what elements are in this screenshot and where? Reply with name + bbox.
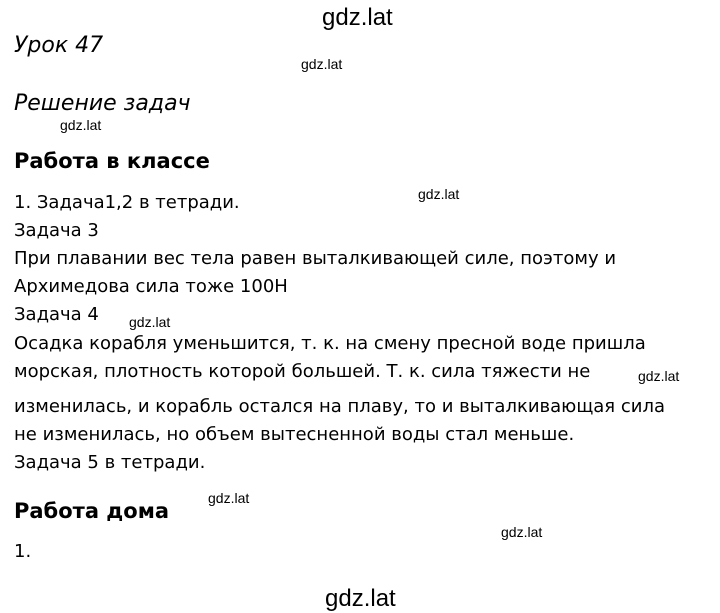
watermark-small: gdz.lat — [208, 490, 250, 506]
lesson-subtitle: Решение задач — [14, 91, 191, 116]
classwork-line: изменилась, и корабль остался на плаву, то и выталкивающая сила — [14, 396, 665, 417]
classwork-line: не изменилась, но объем вытесненной воды стал меньше. — [14, 424, 575, 445]
classwork-line: При плавании вес тела равен выталкивающей силе, поэтому и — [14, 248, 617, 269]
classwork-line: Осадка корабля уменьшится, т. к. на смену пресной воде пришла — [14, 333, 646, 354]
watermark-small: gdz.lat — [418, 186, 460, 202]
watermark-small: gdz.lat — [638, 368, 680, 384]
classwork-line: Архимедова сила тоже 100Н — [14, 276, 288, 297]
lesson-title: Урок 47 — [14, 33, 104, 58]
classwork-heading: Работа в классе — [14, 149, 210, 173]
homework-heading: Работа дома — [14, 499, 170, 523]
watermark-small: gdz.lat — [129, 314, 171, 330]
watermark-small: gdz.lat — [501, 524, 543, 540]
classwork-line: 1. Задача1,2 в тетради. — [14, 192, 240, 213]
watermark-bottom: gdz.lat — [325, 585, 396, 612]
classwork-line: Задача 3 — [14, 220, 99, 241]
watermark-small: gdz.lat — [301, 56, 343, 72]
homework-line: 1. — [14, 541, 32, 562]
watermark-small: gdz.lat — [60, 117, 102, 133]
classwork-line: морская, плотность которой большей. Т. к. сила тяжести не — [14, 361, 591, 382]
classwork-line: Задача 4 — [14, 304, 99, 325]
watermark-top: gdz.lat — [322, 4, 393, 31]
classwork-line: Задача 5 в тетради. — [14, 452, 206, 473]
